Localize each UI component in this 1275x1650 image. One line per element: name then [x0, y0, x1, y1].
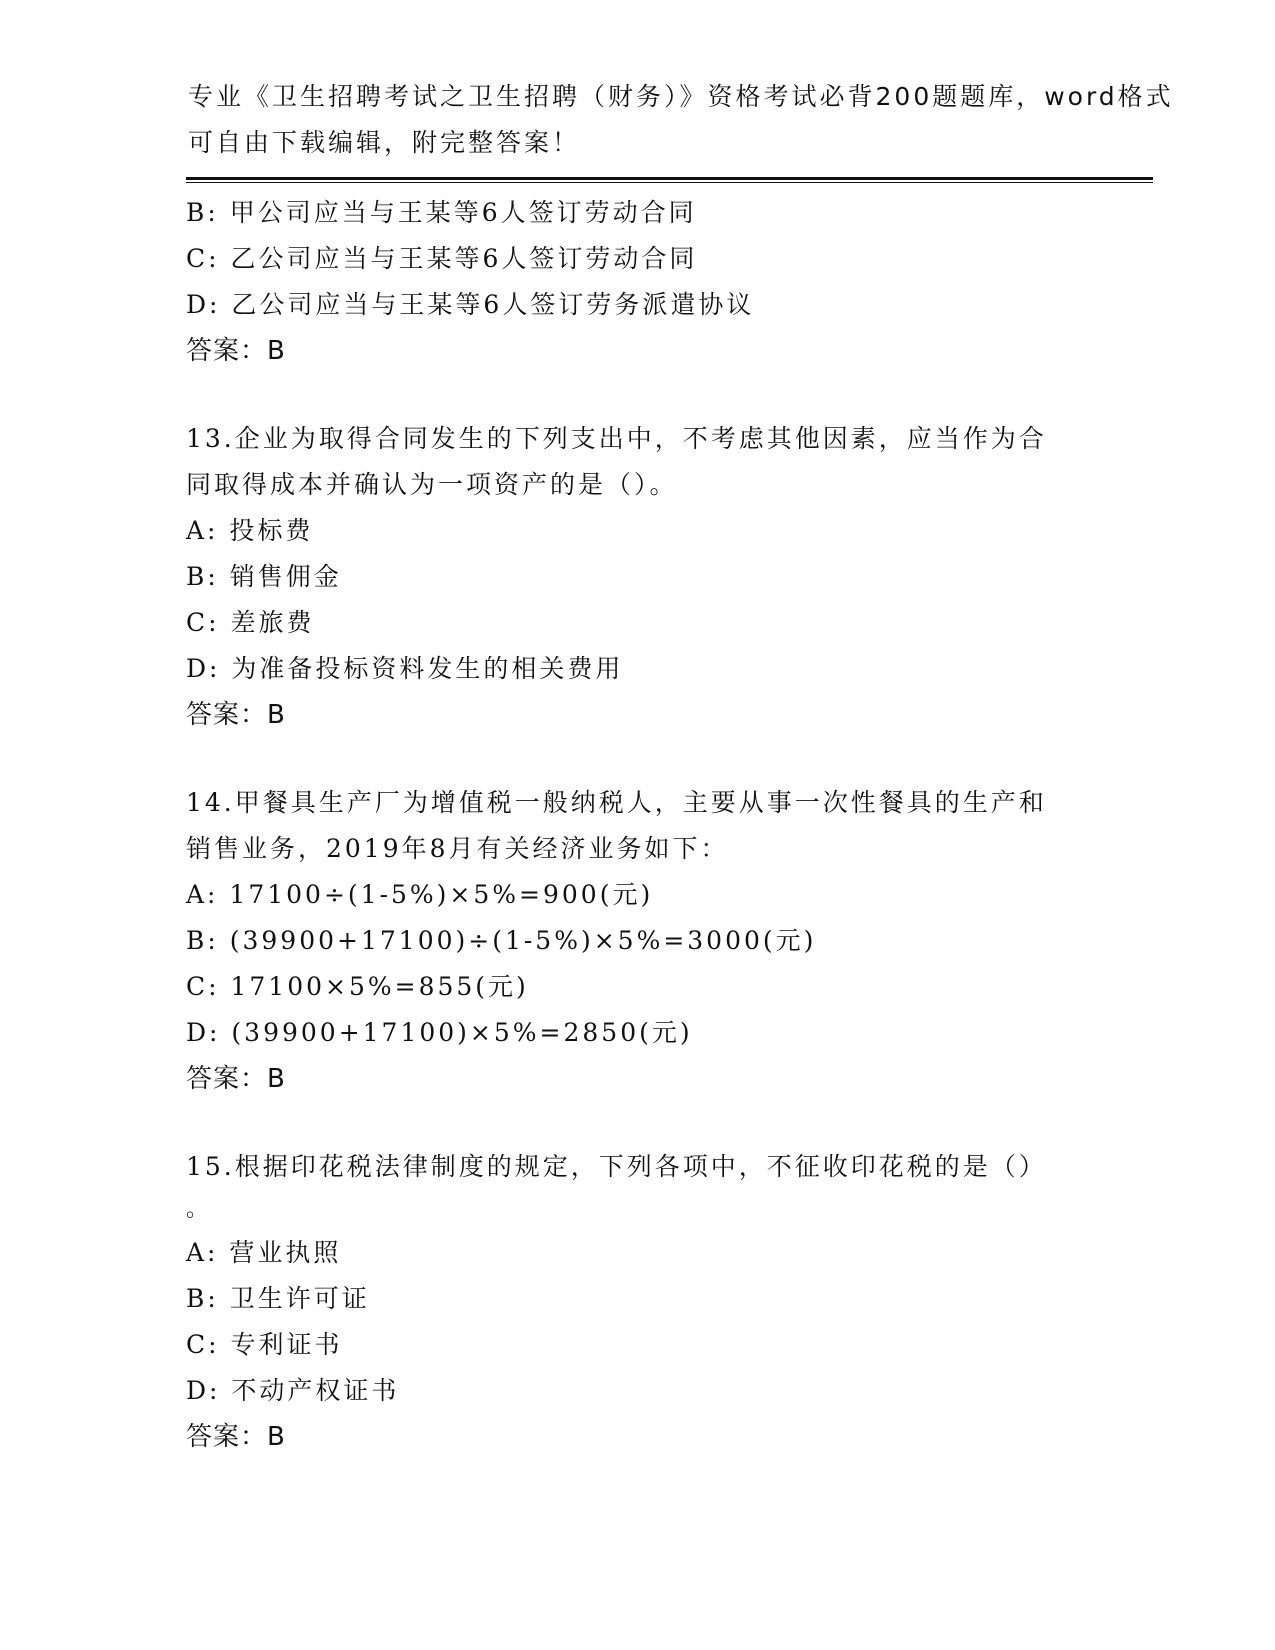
header-divider-thick: [186, 177, 1153, 180]
option-d: D: 不动产权证书: [186, 1376, 400, 1405]
option-c: C: 乙公司应当与王某等6人签订劳动合同: [186, 244, 698, 273]
answer: 答案：B: [186, 1422, 286, 1452]
option-b: B: 销售佣金: [186, 562, 342, 591]
spacer: [186, 738, 1086, 780]
document-header: [188, 74, 1174, 166]
question-text-line-1: 13.企业为取得合同发生的下列支出中，不考虑其他因素，应当作为合: [186, 424, 1047, 453]
option-a: A: 17100÷(1-5%)×5%=900(元): [186, 880, 654, 909]
question-text-line-2: 销售业务，2019年8月有关经济业务如下：: [186, 834, 729, 863]
spacer: [186, 374, 1086, 416]
option-d: D: 为准备投标资料发生的相关费用: [186, 654, 624, 683]
answer: 答案：B: [186, 700, 286, 730]
spacer: [186, 1102, 1086, 1144]
question-text-line-1: 15.根据印花税法律制度的规定，下列各项中，不征收印花税的是（）: [186, 1152, 1047, 1181]
question-text-line-2: 。: [186, 1197, 212, 1222]
question-13-block: [186, 416, 1086, 738]
option-b: B: (39900+17100)÷(1-5%)×5%=3000(元): [186, 926, 817, 955]
option-b: B: 甲公司应当与王某等6人签订劳动合同: [186, 198, 697, 227]
option-d: D: 乙公司应当与王某等6人签订劳务派遣协议: [186, 290, 755, 319]
option-c: C: 17100×5%=855(元): [186, 972, 529, 1001]
option-c: C: 专利证书: [186, 1330, 343, 1359]
question-text-line-2: 同取得成本并确认为一项资产的是（）。: [186, 470, 678, 499]
question-12-block: [186, 190, 1086, 374]
option-a: A: 营业执照: [186, 1238, 342, 1267]
header-line-1: 专业《卫生招聘考试之卫生招聘（财务）》资格考试必背200题题库，word格式: [188, 82, 1174, 111]
option-b: B: 卫生许可证: [186, 1284, 370, 1313]
option-c: C: 差旅费: [186, 608, 315, 637]
answer: 答案：B: [186, 336, 286, 366]
option-a: A: 投标费: [186, 516, 314, 545]
question-15-block: [186, 1144, 1086, 1460]
question-list: [186, 190, 1086, 1460]
option-d: D: (39900+17100)×5%=2850(元): [186, 1018, 693, 1047]
header-line-2: 可自由下载编辑，附完整答案！: [188, 128, 581, 157]
question-text-line-1: 14.甲餐具生产厂为增值税一般纳税人，主要从事一次性餐具的生产和: [186, 788, 1047, 817]
question-14-block: [186, 780, 1086, 1102]
header-divider-thin: [186, 182, 1153, 183]
answer: 答案：B: [186, 1064, 286, 1094]
